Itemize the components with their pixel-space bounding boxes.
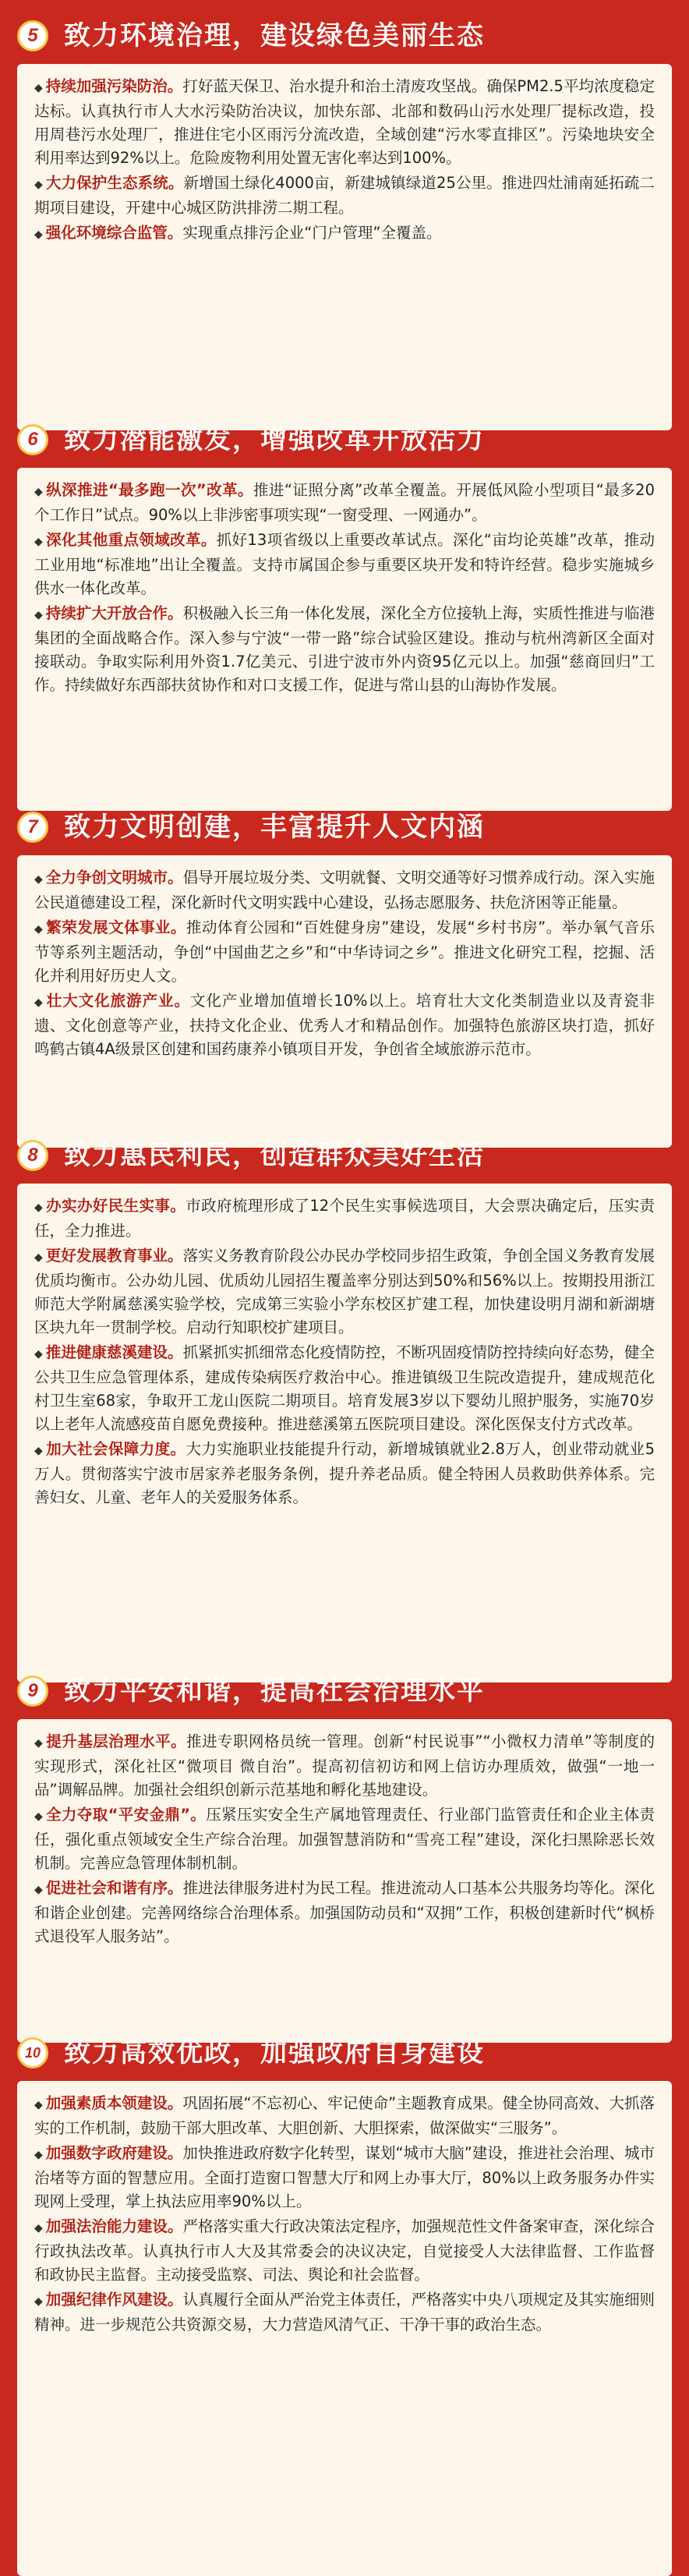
list-item <box>34 2215 655 2287</box>
diamond-bullet-icon: ◆ <box>34 2295 43 2308</box>
list-item <box>34 2288 655 2337</box>
item-lead: 强化环境综合监管。 <box>45 224 183 242</box>
diamond-bullet-icon: ◆ <box>34 1445 44 1457</box>
section-header <box>17 14 672 59</box>
item-text: 打好蓝天保卫、治水提升和治土清废攻坚战。确保PM2.5平均浓度稳定达标。认真执行市人大水污染防治决议，加快东部、北部和数码山污水处理厂提标改造，投用周巷污水处理厂，推进住宅小区雨污分流改造，全域创建“污水零直排区”。污染地块安全利用率达到92%以上。危险废物利用处置无害化率达到100%。 <box>34 77 655 167</box>
list-item <box>34 1730 655 1802</box>
diamond-bullet-icon: ◆ <box>34 2149 43 2161</box>
section-9 <box>17 1669 672 2043</box>
item-text: 新增国土绿化4000亩，新建城镇绿道25公里。推进四灶浦南延拓疏二期项目建设，开建中心城区防洪排涝二期工程。 <box>34 174 655 217</box>
diamond-bullet-icon: ◆ <box>34 996 44 1009</box>
item-lead: 全力争创文明城市。 <box>45 869 183 886</box>
diamond-bullet-icon: ◆ <box>34 486 44 498</box>
item-text: 抓好13项省级以上重要改革试点。深化“亩均论英雄”改革，推动工业用地“标准地”出让全覆盖。支持市属国企参与重要区块开发和特许经营。稳步实施城乡供水一体化改革。 <box>34 531 655 597</box>
item-text: 压紧压实安全生产属地管理责任、行业部门监管责任和企业主体责任，强化重点领域安全生产综合治理。加强智慧消防和“雪亮工程”建设，深化扫黑除恶长效机制。完善应急管理体制机制。 <box>34 1806 655 1872</box>
section-title: 致力平安和谐，提高社会治理水平 <box>64 1675 485 1707</box>
list-item <box>34 1244 655 1339</box>
item-text: 推动体育公园和“百姓健身房”建设，发展“乡村书房”。举办氧气音乐节等系列主题活动，争创“中国曲艺之乡”和“中华诗词之乡”。推进文化研究工程，挖掘、活化并利用好历史人文。 <box>34 918 655 985</box>
section-content-card <box>17 1184 672 1683</box>
list-item <box>34 1877 655 1948</box>
diamond-bullet-icon: ◆ <box>34 2099 43 2111</box>
item-lead: 持续加强污染防治。 <box>45 77 183 95</box>
item-lead: 办实办好民生实事。 <box>46 1197 186 1215</box>
section-number-badge: 5 <box>17 20 48 51</box>
list-item <box>34 479 655 527</box>
item-text: 推进法律服务进村为民工程。推进流动人口基本公共服务均等化。深化和谐企业创建。完善网络综合治理体系。加强国防动员和“双拥”工作，积极创建新时代“枫桥式退役军人服务站”。 <box>34 1879 655 1945</box>
item-lead: 提升基层治理水平。 <box>46 1732 187 1750</box>
item-lead: 大力保护生态系统。 <box>45 174 184 192</box>
list-item <box>34 916 655 988</box>
section-header <box>17 418 672 463</box>
diamond-bullet-icon: ◆ <box>34 1251 43 1264</box>
list-item <box>34 75 655 170</box>
item-lead: 更好发展教育事业。 <box>45 1247 183 1265</box>
item-text: 文化产业增加值增长10%以上。培育壮大文化类制造业以及青瓷非遗、文化创意等产业，扶持文化企业、优秀人才和精品创作。加强特色旅游区块打造，抓好鸣鹤古镇4A级景区创建和国药康养小镇项目开发，争创省全域旅游示范市。 <box>34 992 655 1058</box>
diamond-bullet-icon: ◆ <box>34 536 44 548</box>
section-header <box>17 2031 672 2076</box>
list-item <box>34 602 655 697</box>
section-title: 致力高效优政，加强政府自身建设 <box>64 2037 485 2068</box>
section-title: 致力文明创建，丰富提升人文内涵 <box>64 812 485 843</box>
item-text: 倡导开展垃圾分类、文明就餐、文明交通等好习惯养成行动。深入实施公民道德建设工程，深化新时代文明实践中心建设，弘扬志愿服务、扶危济困等正能量。 <box>34 869 655 911</box>
list-item <box>34 1341 655 1436</box>
item-text: 推进专职网格员统一管理。创新“村民说事”“小微权力清单”等制度的实现形式，深化社区“微项目 微自治”。提高初信初访和网上信访办理质效，做强“一地一品”调解品牌。加强社会组织创新示范基地和孵化基地建设。 <box>34 1732 655 1799</box>
item-lead: 壮大文化旅游产业。 <box>46 992 190 1010</box>
section-number-badge: 6 <box>17 424 48 455</box>
section-5 <box>17 14 672 430</box>
item-text: 巩固拓展“不忘初心、牢记使命”主题教育成果。健全协同高效、大抓落实的工作机制，鼓励干部大胆改革、大胆创新、大胆探索，做深做实“三服务”。 <box>34 2094 655 2137</box>
item-text: 实现重点排污企业“门户管理”全覆盖。 <box>182 224 442 242</box>
diamond-bullet-icon: ◆ <box>34 2222 43 2235</box>
item-lead: 加强数字政府建设。 <box>45 2144 183 2162</box>
item-lead: 加大社会保障力度。 <box>46 1440 186 1458</box>
section-header <box>17 1134 672 1179</box>
section-number-badge: 8 <box>17 1140 48 1171</box>
section-8 <box>17 1134 672 1683</box>
item-lead: 深化其他重点领域改革。 <box>46 531 217 549</box>
section-10 <box>17 2031 672 2576</box>
section-number-badge: 10 <box>17 2037 48 2068</box>
section-content-card <box>17 64 672 430</box>
item-lead: 加强纪律作风建设。 <box>45 2291 183 2309</box>
item-lead: 繁荣发展文体事业。 <box>46 918 186 936</box>
section-title: 致力潜能激发，增强改革开放活力 <box>64 424 485 455</box>
section-header <box>17 805 672 851</box>
list-item <box>34 1803 655 1875</box>
list-item <box>34 172 655 220</box>
item-lead: 纵深推进“最多跑一次”改革。 <box>46 481 253 499</box>
diamond-bullet-icon: ◆ <box>34 82 43 94</box>
item-lead: 加强法治能力建设。 <box>45 2217 183 2235</box>
diamond-bullet-icon: ◆ <box>34 1201 44 1214</box>
item-text: 加快推进政府数字化转型，谋划“城市大脑”建设，推进社会治理、城市治堵等方面的智慧应用。全面打造窗口智慧大厅和网上办事大厅，80%以上政务服务办件实现网上受理，掌上执法应用率90%以上。 <box>34 2144 655 2210</box>
diamond-bullet-icon: ◆ <box>34 1884 43 1896</box>
item-lead: 推进健康慈溪建设。 <box>45 1343 183 1361</box>
list-item <box>34 221 655 246</box>
item-lead: 加强素质本领建设。 <box>45 2094 183 2112</box>
item-lead: 全力夺取“平安金鼎”。 <box>46 1806 207 1824</box>
list-item <box>34 1194 655 1243</box>
item-text: 积极融入长三角一体化发展，深化全方位接轨上海，实质性推进与临港集团的全面战略合作。深入参与宁波“一带一路”综合试验区建设。推动与杭州湾新区全面对接联动。争取实际利用外资1.7亿美元、引进宁波市外内资95亿元以上。加强“慈商回归”工作。持续做好东西部扶贫协作和对口支援工作，促进与常山县的山海协作发展。 <box>34 604 655 694</box>
diamond-bullet-icon: ◆ <box>34 1348 43 1361</box>
list-item <box>34 866 655 915</box>
section-content-card <box>17 855 672 1148</box>
diamond-bullet-icon: ◆ <box>34 609 43 621</box>
diamond-bullet-icon: ◆ <box>34 228 43 241</box>
list-item <box>34 989 655 1061</box>
diamond-bullet-icon: ◆ <box>34 923 44 936</box>
section-content-card <box>17 468 672 811</box>
section-7 <box>17 805 672 1148</box>
item-lead: 持续扩大开放合作。 <box>45 604 183 622</box>
diamond-bullet-icon: ◆ <box>34 1737 44 1750</box>
item-text: 推进“证照分离”改革全覆盖。开展低风险小型项目“最多20个工作日”试点。90%以上非涉密事项实现“一窗受理、一网通办”。 <box>34 481 655 524</box>
section-title: 致力环境治理，建设绿色美丽生态 <box>64 20 485 51</box>
section-title: 致力惠民利民，创造群众美好生活 <box>64 1140 485 1171</box>
list-item <box>34 2092 655 2140</box>
item-text: 严格落实重大行政决策法定程序，加强规范性文件备案审查，深化综合行政执法改革。认真执行市人大及其常委会的决议决定，自觉接受人大法律监督、工作监督和政协民主监督。主动接受监察、司法、舆论和社会监督。 <box>34 2217 655 2284</box>
item-lead: 促进社会和谐有序。 <box>45 1879 183 1897</box>
item-text: 大力实施职业技能提升行动，新增城镇就业2.8万人，创业带动就业5万人。贯彻落实宁波市居家养老服务条例，提升养老品质。健全特困人员救助供养体系。完善妇女、儿童、老年人的关爱服务体系。 <box>34 1440 655 1506</box>
item-text: 抓紧抓实抓细常态化疫情防控，不断巩固疫情防控持续向好态势，健全公共卫生应急管理体系，建成传染病医疗救治中心。推进镇级卫生院改造提升，建成规范化村卫生室68家，争取开工龙山医院二期项目。培育发展3岁以下婴幼儿照护服务，实施70岁以上老年人流感疫苗自愿免费接种。推进慈溪第五医院项目建设。深化医保支付方式改革。 <box>34 1343 655 1433</box>
diamond-bullet-icon: ◆ <box>34 179 43 191</box>
diamond-bullet-icon: ◆ <box>34 1810 44 1823</box>
section-header <box>17 1669 672 1714</box>
item-text: 认真履行全面从严治党主体责任，严格落实中央八项规定及其实施细则精神。进一步规范公共资源交易，大力营造风清气正、干净干事的政治生态。 <box>34 2291 655 2334</box>
section-content-card <box>17 1719 672 2043</box>
item-text: 市政府梳理形成了12个民生实事候选项目，大会票决确定后，压实责任，全力推进。 <box>34 1197 655 1240</box>
list-item <box>34 529 655 600</box>
section-number-badge: 9 <box>17 1675 48 1707</box>
diamond-bullet-icon: ◆ <box>34 873 43 886</box>
section-content-card <box>17 2081 672 2576</box>
section-6 <box>17 418 672 811</box>
list-item <box>34 1438 655 1509</box>
item-text: 落实义务教育阶段公办民办学校同步招生政策，争创全国义务教育发展优质均衡市。公办幼儿园、优质幼儿园招生覆盖率分别达到50%和56%以上。按期投用浙江师范大学附属慈溪实验学校，完成第三实验小学东校区扩建工程，加快建设明月湖和新湖塘区块九年一贯制学校。启动行知职校扩建项目。 <box>34 1247 655 1336</box>
section-number-badge: 7 <box>17 812 48 843</box>
list-item <box>34 2142 655 2213</box>
